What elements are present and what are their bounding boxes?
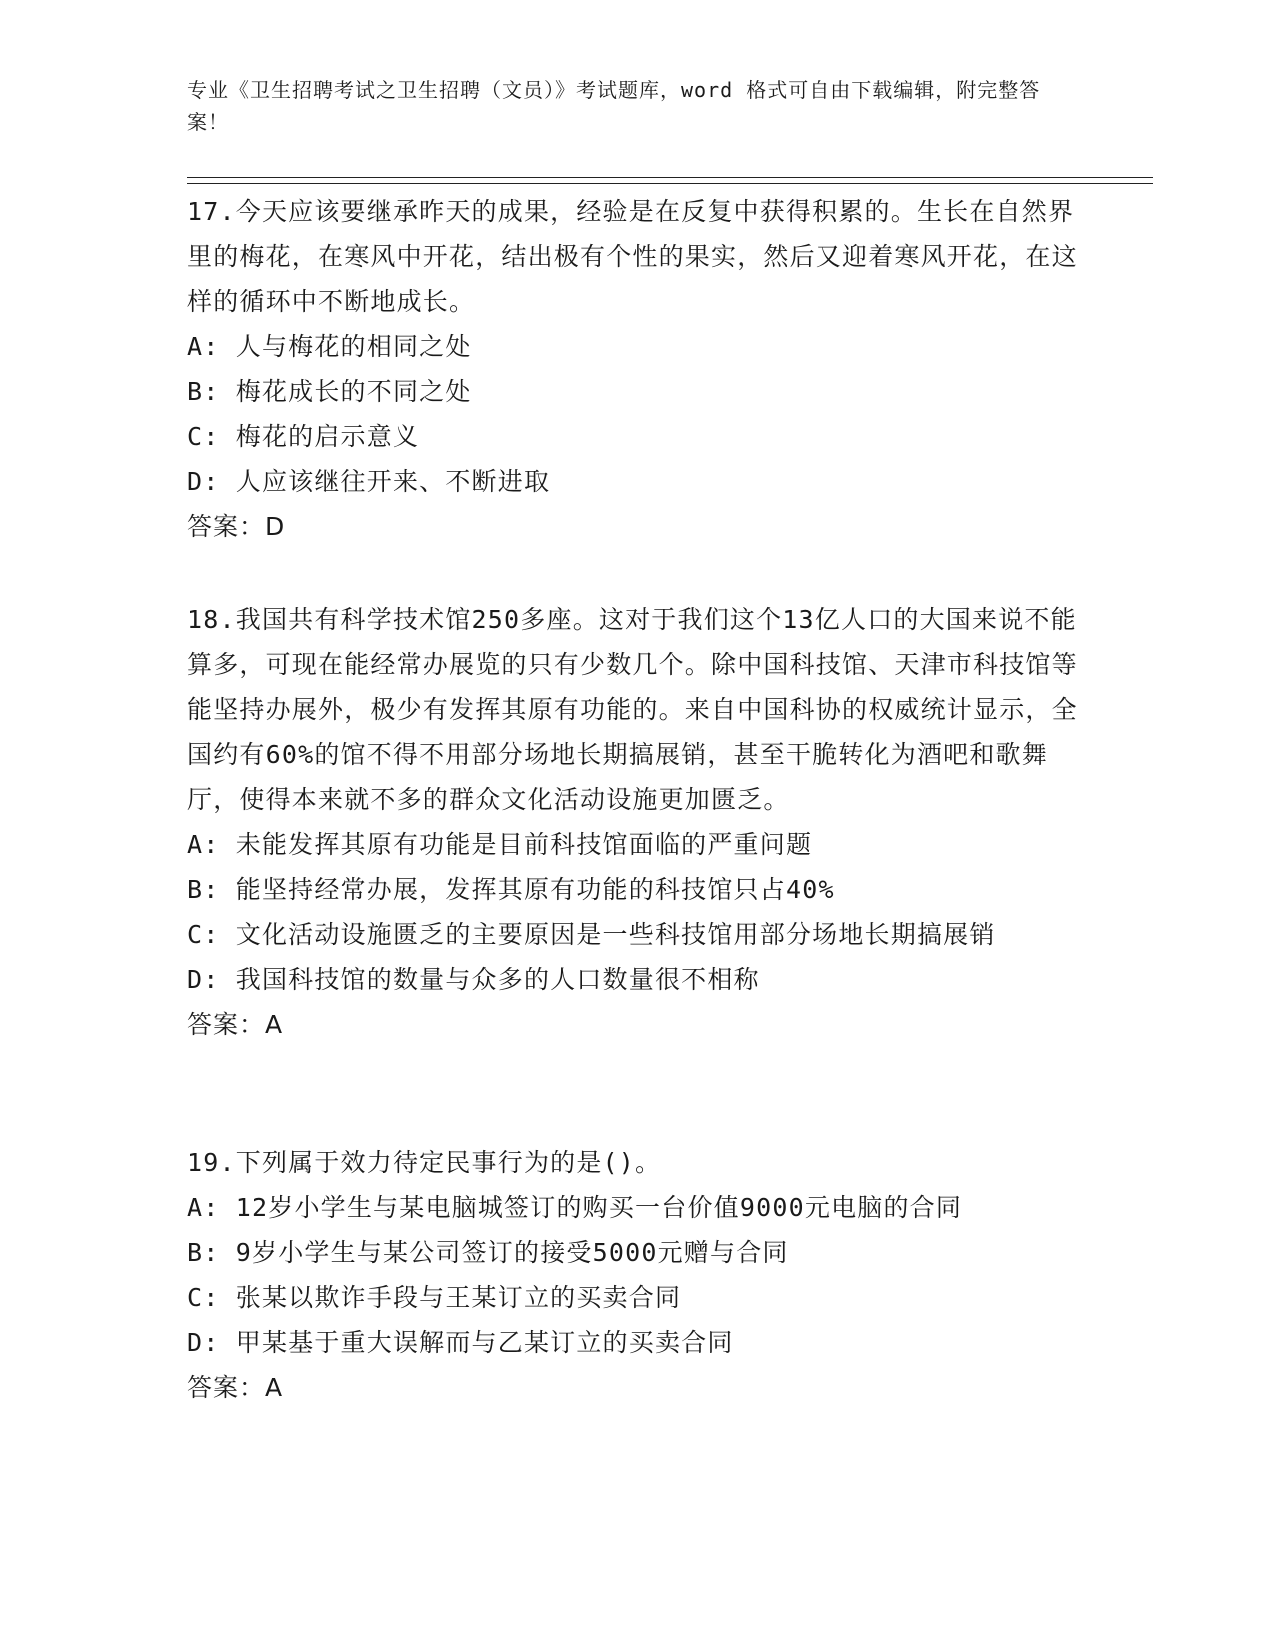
option-d: D: 甲某基于重大误解而与乙某订立的买卖合同 <box>187 1328 734 1357</box>
option-d: D: 人应该继往开来、不断进取 <box>187 467 551 496</box>
option-c: C: 文化活动设施匮乏的主要原因是一些科技馆用部分场地长期搞展销 <box>187 920 996 949</box>
answer: 答案：D <box>187 512 286 541</box>
option-b: B: 梅花成长的不同之处 <box>187 377 472 406</box>
option-c: C: 梅花的启示意义 <box>187 422 420 451</box>
option-d: D: 我国科技馆的数量与众多的人口数量很不相称 <box>187 965 760 994</box>
option-a: A: 12岁小学生与某电脑城签订的购买一台价值9000元电脑的合同 <box>187 1193 963 1222</box>
question-19 <box>187 1140 1087 1410</box>
question-stem: 19.下列属于效力待定民事行为的是()。 <box>187 1148 662 1177</box>
option-c: C: 张某以欺诈手段与王某订立的买卖合同 <box>187 1283 682 1312</box>
header-divider-bottom <box>187 183 1153 184</box>
answer: 答案：A <box>187 1373 284 1402</box>
option-b: B: 能坚持经常办展，发挥其原有功能的科技馆只占40% <box>187 875 835 904</box>
question-17 <box>187 189 1087 549</box>
question-18 <box>187 597 1087 1047</box>
header-divider-top <box>187 177 1153 178</box>
question-stem: 17.今天应该要继承昨天的成果，经验是在反复中获得积累的。生长在自然界里的梅花，在寒风中开花，结出极有个性的果实，然后又迎着寒风开花，在这样的循环中不断地成长。 <box>187 197 1078 316</box>
answer: 答案：A <box>187 1010 284 1039</box>
question-stem: 18.我国共有科学技术馆250多座。这对于我们这个13亿人口的大国来说不能算多，可现在能经常办展览的只有少数几个。除中国科技馆、天津市科技馆等能坚持办展外，极少有发挥其原有功能的。来自中国科协的权威统计显示，全国约有60%的馆不得不用部分场地长期搞展销，甚至干脆转化为酒吧和歌舞厅，使得本来就不多的群众文化活动设施更加匮乏。 <box>187 605 1078 814</box>
option-b: B: 9岁小学生与某公司签订的接受5000元赠与合同 <box>187 1238 789 1267</box>
option-a: A: 人与梅花的相同之处 <box>187 332 472 361</box>
document-header: 专业《卫生招聘考试之卫生招聘（文员）》考试题库，word 格式可自由下载编辑，附完整答案！ <box>187 78 1041 134</box>
option-a: A: 未能发挥其原有功能是目前科技馆面临的严重问题 <box>187 830 813 859</box>
